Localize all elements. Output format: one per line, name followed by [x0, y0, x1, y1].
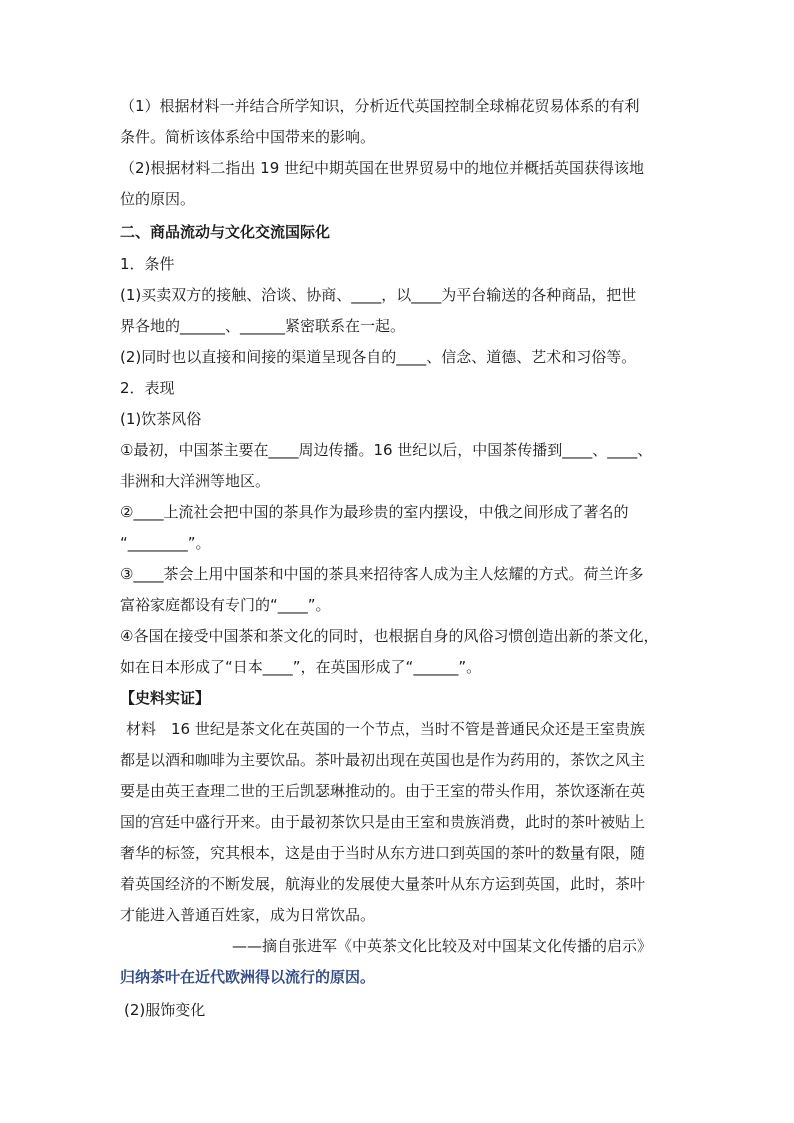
material-line-3: 要是由英王查理二世的王后凯瑟琳推动的。由于王室的带头作用，茶饮逐渐在英: [120, 782, 646, 800]
conditions-heading: 1．条件: [120, 255, 175, 273]
clothing-change-heading: (2)服饰变化: [124, 1001, 206, 1019]
material-source: ——摘自张进军《中英茶文化比较及对中国某文化传播的启示》: [232, 937, 653, 955]
question-1-line-1: （1）根据材料一并结合所学知识，分析近代英国控制全球棉花贸易体系的有利: [120, 97, 640, 115]
tea-custom-heading: (1)饮茶风俗: [120, 410, 202, 428]
material-line-5: 奢华的标签，究其根本，这是由于当时从东方进口到英国的茶叶的数量有限，随: [120, 844, 646, 862]
condition-1-line-1: (1)买卖双方的接触、洽谈、协商、____，以____为平台输送的各种商品，把世: [120, 286, 637, 304]
tea-item-2-line-1: ②____上流社会把中国的茶具作为最珍贵的室内摆设，中俄之间形成了著名的: [120, 503, 629, 521]
tea-item-2-line-2: “________”。: [120, 534, 211, 552]
tea-item-1-line-1: ①最初，中国茶主要在____周边传播。16 世纪以后，中国茶传播到____、____、: [120, 441, 653, 459]
section-heading: 二、商品流动与文化交流国际化: [120, 223, 331, 241]
tea-item-3-line-1: ③____茶会上用中国茶和中国的茶具来招待客人成为主人炫耀的方式。荷兰许多: [120, 565, 644, 583]
tea-item-4-line-1: ④各国在接受中国茶和茶文化的同时，也根据自身的风俗习惯创造出新的茶文化，: [120, 627, 659, 645]
historical-evidence-heading: 【史料实证】: [120, 689, 211, 707]
material-line-1: 材料 16 世纪是茶文化在英国的一个节点，当时不管是普通民众还是王室贵族: [126, 720, 645, 738]
material-line-4: 国的宫廷中盛行开来。由于最初茶饮只是由王室和贵族消费，此时的茶叶被贴上: [120, 813, 646, 831]
question-1-line-2: 条件。简析该体系给中国带来的影响。: [120, 128, 376, 146]
summary-question: 归纳茶叶在近代欧洲得以流行的原因。: [120, 968, 376, 986]
question-2-line-2: 位的原因。: [120, 190, 196, 208]
question-2-line-1: （2)根据材料二指出 19 世纪中期英国在世界贸易中的地位并概括英国获得该地: [120, 159, 645, 177]
material-line-6: 着英国经济的不断发展，航海业的发展使大量茶叶从东方运到英国，此时，茶叶: [120, 875, 646, 893]
condition-1-line-2: 界各地的______、______紧密联系在一起。: [120, 317, 406, 335]
tea-item-4-line-2: 如在日本形成了“日本____”，在英国形成了“______”。: [120, 658, 482, 676]
material-line-7: 才能进入普通百姓家，成为日常饮品。: [120, 906, 376, 924]
material-line-2: 都是以酒和咖啡为主要饮品。茶叶最初出现在英国也是作为药用的，茶饮之风主: [120, 751, 646, 769]
condition-2: (2)同时也以直接和间接的渠道呈现各自的____、信念、道德、艺术和习俗等。: [120, 348, 637, 366]
tea-item-3-line-2: 富裕家庭都设有专门的“____”。: [120, 596, 331, 614]
tea-item-1-line-2: 非洲和大洋洲等地区。: [120, 472, 271, 490]
manifestation-heading: 2．表现: [120, 379, 175, 397]
